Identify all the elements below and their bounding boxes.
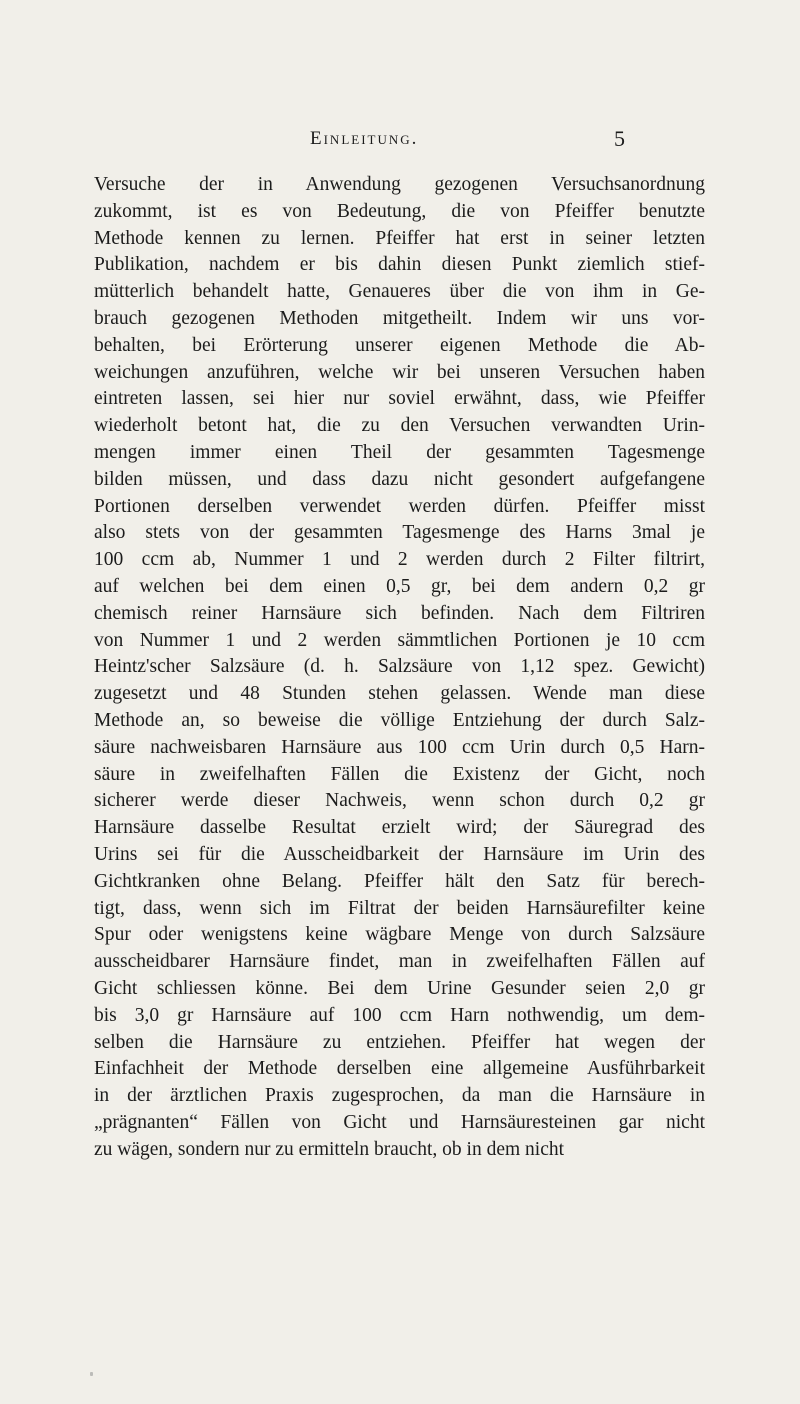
text-line: Urins sei für die Ausscheidbarkeit der Harnsäure im Urin des — [94, 843, 705, 865]
text-line: Methode kennen zu lernen. Pfeiffer hat erst in seiner letzten — [94, 227, 705, 249]
text-line: 100 ccm ab, Nummer 1 und 2 werden durch 2 Filter filtrirt, — [94, 549, 705, 571]
text-line: tigt, dass, wenn sich im Filtrat der beiden Harnsäurefilter keine — [94, 897, 705, 919]
body-text — [94, 172, 705, 1163]
text-line: Publikation, nachdem er bis dahin diesen Punkt ziemlich stief- — [94, 254, 705, 276]
running-title: Einleitung. — [310, 128, 419, 149]
page-number: 5 — [614, 126, 625, 151]
text-line: auf welchen bei dem einen 0,5 gr, bei dem andern 0,2 gr — [94, 575, 705, 597]
text-line: säure in zweifelhaften Fällen die Existenz der Gicht, noch — [94, 763, 705, 785]
text-line: Versuche der in Anwendung gezogenen Versuchsanordnung — [94, 174, 705, 195]
running-header — [0, 126, 800, 150]
text-line: behalten, bei Erörterung unserer eigenen Methode die Ab- — [94, 334, 705, 356]
text-line: bis 3,0 gr Harnsäure auf 100 ccm Harn nothwendig, um dem- — [94, 1004, 705, 1026]
text-line: also stets von der gesammten Tagesmenge des Harns 3mal je — [94, 522, 705, 544]
text-line: chemisch reiner Harnsäure sich befinden. Nach dem Filtriren — [94, 602, 705, 624]
text-line: selben die Harnsäure zu entziehen. Pfeiffer hat wegen der — [94, 1031, 705, 1053]
text-line: brauch gezogenen Methoden mitgetheilt. Indem wir uns vor- — [94, 307, 705, 329]
text-line: weichungen anzuführen, welche wir bei unseren Versuchen haben — [94, 361, 705, 383]
text-line: Gichtkranken ohne Belang. Pfeiffer hält den Satz für berech- — [94, 870, 705, 892]
text-line: sicherer werde dieser Nachweis, wenn schon durch 0,2 gr — [94, 790, 705, 812]
text-line: mengen immer einen Theil der gesammten Tagesmenge — [94, 441, 705, 463]
text-line: wiederholt betont hat, die zu den Versuchen verwandten Urin- — [94, 415, 705, 437]
text-line: Einfachheit der Methode derselben eine allgemeine Ausführbarkeit — [94, 1058, 705, 1080]
text-line: Heintz'scher Salzsäure (d. h. Salzsäure von 1,12 spez. Gewicht) — [94, 656, 705, 678]
text-line: Portionen derselben verwendet werden dürfen. Pfeiffer misst — [94, 495, 705, 517]
text-line: „prägnanten“ Fällen von Gicht und Harnsäuresteinen gar nicht — [94, 1111, 705, 1133]
text-line: Harnsäure dasselbe Resultat erzielt wird; der Säuregrad des — [94, 817, 705, 839]
text-line: Spur oder wenigstens keine wägbare Menge von durch Salzsäure — [94, 924, 705, 946]
text-line: mütterlich behandelt hatte, Genaueres über die von ihm in Ge- — [94, 281, 705, 303]
text-line: eintreten lassen, sei hier nur soviel erwähnt, dass, wie Pfeiffer — [94, 388, 705, 410]
text-line: in der ärztlichen Praxis zugesprochen, da man die Harnsäure in — [94, 1085, 705, 1107]
text-line: zukommt, ist es von Bedeutung, die von Pfeiffer benutzte — [94, 200, 705, 222]
text-line: zu wägen, sondern nur zu ermitteln braucht, ob in dem nicht — [94, 1138, 565, 1160]
text-line: Methode an, so beweise die völlige Entziehung der durch Salz- — [94, 709, 705, 731]
text-line: säure nachweisbaren Harnsäure aus 100 ccm Urin durch 0,5 Harn- — [94, 736, 705, 758]
text-line: ausscheidbarer Harnsäure findet, man in zweifelhaften Fällen auf — [94, 951, 705, 973]
text-line: bilden müssen, und dass dazu nicht gesondert aufgefangene — [94, 468, 705, 490]
text-line: von Nummer 1 und 2 werden sämmtlichen Portionen je 10 ccm — [94, 629, 705, 651]
scan-speck — [90, 1372, 93, 1376]
text-line: zugesetzt und 48 Stunden stehen gelassen. Wende man diese — [94, 683, 705, 705]
text-line: Gicht schliessen könne. Bei dem Urine Gesunder seien 2,0 gr — [94, 977, 705, 999]
